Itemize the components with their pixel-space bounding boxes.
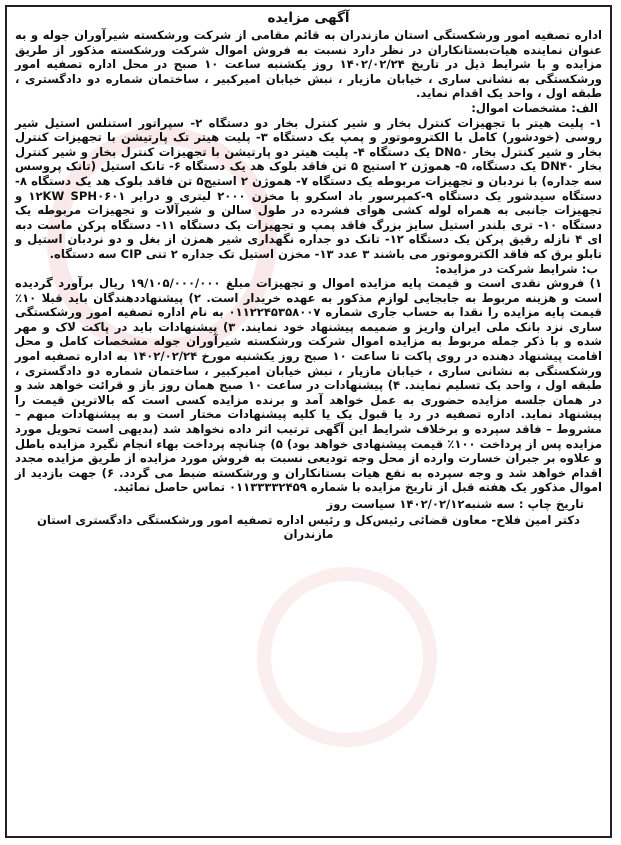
notice-frame	[5, 5, 612, 838]
notice-content	[7, 7, 610, 542]
section-b-title: ب: شرایط شرکت در مزایده:	[435, 261, 598, 276]
section-a-body: ۱- پلیت هیتر با تجهیزات کنترل بخار و شیر کنترل بخار دو دستگاه ۲- سپراتور استنلس استیل شیر روسی (خودشور) کامل با الکتروموتور و پمپ یک دستگاه ۳- پلیت هیتر تک پارتیشن با تجهیزات کنترل بخار و شیر کنترل بخار DN۵۰ یک دستگاه ۴- پلیت هیتر دو پارتیشن با تجهیزات کنترل بخار و شیر کنترل بخار DN۴۰ یک دستگاه، ۵- هموژن ۲ استیج ۵ تن فاقد بلوک هد یک دستگاه ۶- تانک استیل (تانک پروسس سه جداره) با نردبان و تجهیزات مربوطه یک دستگاه ۷- هموژن ۲ استیج۵ تن فاقد بلوک هد یک دستگاه ۸- دستگاه سیدشور یک دستگاه ۹-کمپرسور باد اسکرو با مخزن ۲۰۰۰ لیتری و درایر ۱۲KW SPH۰۶۰۱ و تجهیزات جانبی به همراه لوله کشی هوای فشرده در طول سالن و شیرآلات و تجهیزات مربوطه یک دستگاه ۱۰- تری بلندر استیل سایز بزرگ فاقد پمپ و تجهیزات یک دستگاه ۱۱- دستگاه پرکن ماست دبه ای ۴ نازله رقیق پرکن یک دستگاه ۱۲- تانک دو جداره نگهداری شیر همزن از بغل و دو نردبان استیل و تابلو برق که فاقد الکتروموتور می باشند ۳ عدد ۱۳- مخزن استیل تک جداره ۲ تنی CIP سه دستگاه.	[15, 115, 603, 261]
notice-title: آگهی مزایده	[267, 10, 350, 26]
watermark-stamp-secondary	[257, 567, 437, 747]
signature: دکتر امین فلاح- معاون قضائی رئیس‌کل و رئیس اداره تصفیه امور ورشکستگی دادگستری استان مازندران	[37, 512, 580, 542]
print-date: تاریخ چاپ : سه شنبه۱۴۰۲/۰۲/۱۲ سیاست روز	[326, 497, 584, 511]
section-b-body: ۱) فروش نقدی است و قیمت پایه مزایده اموال و تجهیزات مبلغ ۱۹/۱۰۵/۰۰۰/۰۰۰ ریال برآورد گردیده است و هزینه مربوط به جابجایی لوازم مذکور به عهده خریدار است. ۲) پیشنهاددهندگان باید قبلا ۱۰٪ قیمت پایه مزایده را نقدا به حساب جاری شماره ۰۱۱۲۲۴۵۳۵۸۰۰۷ به نام اداره تصفیه امور ورشکستگی ساری نزد بانک ملی ایران واریز و ضمیمه پیشنهاد خود نمایند. ۳) پیشنهادات باید در پاکت لاک و مهر شده و با ذکر جمله مربوط به مزایده اموال شرکت ورشکسته شیرآوران جوله مشخصات کامل و محل اقامت پیشنهاد دهنده در روی پاکت تا ساعت ۱۰ صبح روز یکشنبه مورخ ۱۴۰۲/۰۲/۲۴ به اداره تصفیه امور ورشکستگی به نشانی ساری ، خیابان مازیار ، نبش خیابان امیرکبیر ، ساختمان شماره دو دادگستری ، طبقه اول ، واحد یک تسلیم نمایند. ۴) پیشنهادات در ساعت ۱۰ صبح همان روز باز و قرائت خواهد شد و در همان جلسه مزایده حضوری به عمل خواهد آمد و برنده مزایده کسی است که بالاترین قیمت را پیشنهاد نماید. اداره تصفیه در رد یا قبول یک یا کلیه پیشنهادات مختار است و به پیشنهادات مبهم – مشروط – فاقد سپرده و برخلاف شرایط این آگهی ترتیب اثر داده نخواهد شد (بدیهی است تحویل مورد مزایده پس از پرداخت ۱۰۰٪ قیمت پیشنهادی خواهد بود) ۵) چنانچه پرداخت بهاء انجام نگیرد مزایده باطل و علاوه بر جبران خسارت وارده از محل وجه تودیعی نسبت به فروش مورد مزایده از طریق مزایده مجدد اقدام خواهد شد و وجه سپرده به نفع هیات بستانکاران و ورشکسته ضبط می گردد. ۶) جهت بازدید از اموال مذکور یک هفته قبل از تاریخ مزایده با شماره ۰۱۱۳۳۳۳۲۴۵۹ تماس حاصل نمائید.	[15, 276, 602, 495]
section-a-title: الف: مشخصات اموال:	[471, 100, 598, 115]
notice-intro: اداره تصفیه امور ورشکستگی استان مازندران به قائم مقامی از شرکت ورشکسته شیرآوران جوله و به عنوان نماینده هیات‌بستانکاران در نظر دارد نسبت به فروش اموال شرکت ورشکسته مذکور از طریق مزایده و با شرایط ذیل در تاریخ ۱۴۰۲/۰۲/۲۴ روز یکشنبه ساعت ۱۰ صبح در محل اداره تصفیه امور ورشکستگی به نشانی ساری ، خیابان مازیار ، نبش خیابان امیرکبیر ، ساختمان شماره دو دادگستری ، طبقه اول ، واحد یک اقدام نماید.	[15, 28, 602, 101]
